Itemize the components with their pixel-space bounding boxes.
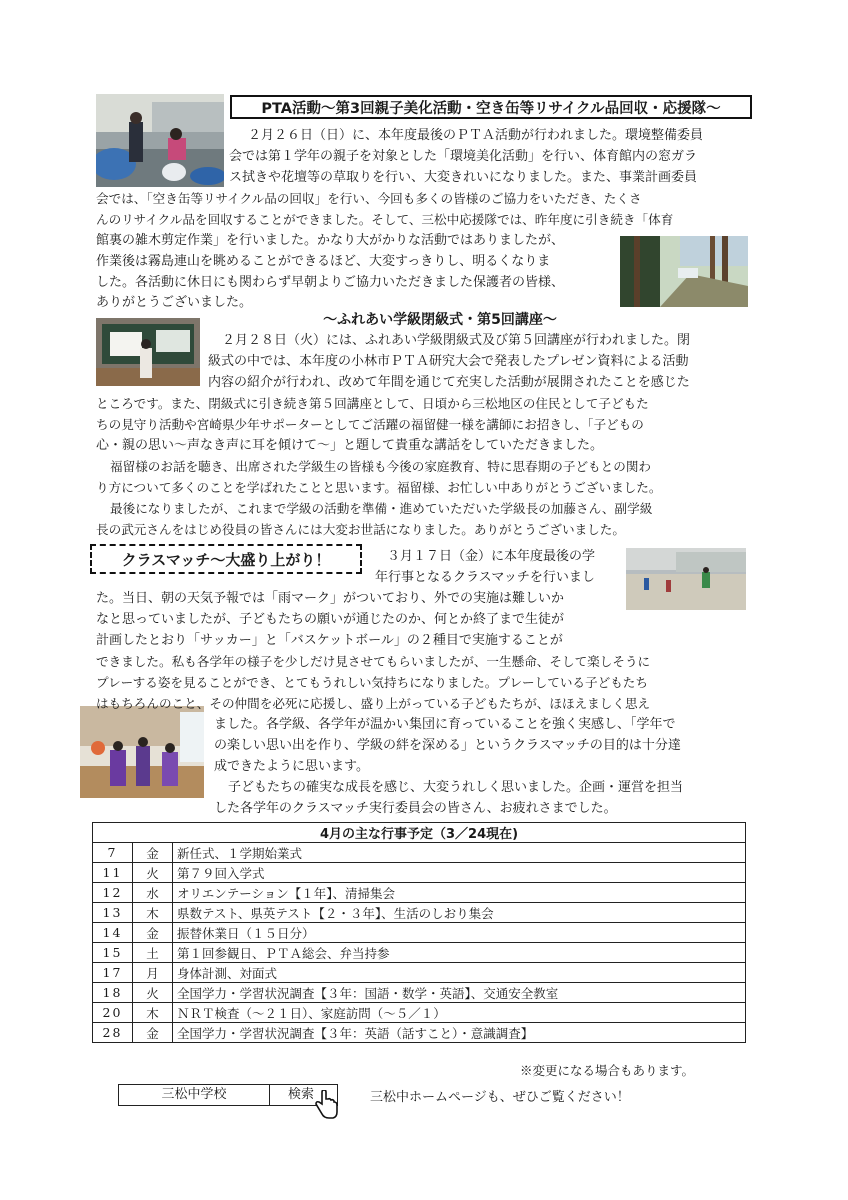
schedule-day: 11 <box>93 863 133 883</box>
classmatch-line: ました。各学級、各学年が温かい集団に育っていることを強く実感し、「学年で <box>214 717 676 732</box>
schedule-weekday: 金 <box>133 843 173 863</box>
table-row <box>93 843 746 863</box>
schedule-day: 18 <box>93 983 133 1003</box>
schedule-event: 振替休業日（１５日分） <box>173 923 746 943</box>
classmatch-line: できました。私も各学年の様子を少しだけ見させてもらいましたが、一生懸命、そして楽しそうに <box>96 654 651 669</box>
fureai-line: 最後になりましたが、これまで学級の活動を準備・進めていただいた学級長の加藤さん、副学級 <box>110 501 653 516</box>
pta-line: 館裏の雑木剪定作業」を行いました。かなり大がかりな活動ではありましたが、 <box>96 233 565 248</box>
schedule-weekday: 月 <box>133 963 173 983</box>
table-row <box>93 1023 746 1043</box>
pta-line: ス拭きや花壇等の草取りを行い、大変きれいになりました。また、事業計画委員 <box>229 170 698 185</box>
schedule-event: 第１回参観日、ＰＴＡ総会、弁当持参 <box>173 943 746 963</box>
fureai-line: ２月２８日（火）には、ふれあい学級閉級式及び第５回講座が行われました。閉 <box>222 333 691 348</box>
schedule-event: 全国学力・学習状況調査【３年：国語・数学・英語】、交通安全教室 <box>173 983 746 1003</box>
classmatch-line: ３月１７日（金）に本年度最後の学 <box>387 549 596 564</box>
schedule-event: 全国学力・学習状況調査【３年：英語（話すこと）・意識調査】 <box>173 1023 746 1043</box>
table-row <box>93 903 746 923</box>
fureai-line: り方について多くのことを学ばれたことと思います。福留様、お忙しい中ありがとうございました。 <box>96 480 662 495</box>
fureai-line: 福留様のお話を聴き、出席された学級生の皆様も今後の家庭教育、特に思春期の子どもとの関わ <box>110 459 652 474</box>
schedule-weekday: 金 <box>133 1023 173 1043</box>
schedule-day: 7 <box>93 843 133 863</box>
photo-pta-cleanup <box>96 94 224 187</box>
classmatch-line: た。当日、朝の天気予報では「雨マーク」がついており、外での実施は難しいか <box>96 591 565 606</box>
photo-fureai-lecture <box>96 318 200 386</box>
table-row <box>93 983 746 1003</box>
schedule-day: 13 <box>93 903 133 923</box>
classmatch-line: 子どもたちの確実な成長を感じ、大変うれしく思いました。企画・運営を担当 <box>228 780 684 795</box>
classmatch-line: はもちろんのこと、その仲間を必死に応援し、盛り上がっている子どもたちが、ほほえましく思え <box>96 696 651 711</box>
schedule-weekday: 火 <box>133 863 173 883</box>
schedule-header-row <box>93 823 746 843</box>
schedule-day: 28 <box>93 1023 133 1043</box>
school-name-field: 三松中学校 <box>119 1085 270 1105</box>
schedule-weekday: 金 <box>133 923 173 943</box>
classmatch-line: した各学年のクラスマッチ実行委員会の皆さん、お疲れさまでした。 <box>214 801 617 816</box>
school-search-box[interactable] <box>118 1084 338 1106</box>
pta-line: 会では、「空き缶等リサイクル品の回収」を行い、今回も多くの皆様のご協力をいただき、たくさ <box>96 191 642 206</box>
search-button[interactable]: 検索 <box>287 1087 314 1102</box>
schedule-weekday: 水 <box>133 883 173 903</box>
fureai-line: 内容の紹介が行われ、改めて年間を通じて充実した活動が展開されたことを感じた <box>208 375 690 390</box>
schedule-day: 20 <box>93 1003 133 1023</box>
pta-section-title: PTA活動～第3回親子美化活動・空き缶等リサイクル品回収・応援隊～ <box>230 95 752 119</box>
april-schedule-table <box>92 822 746 1043</box>
classmatch-line: 成できたように思います。 <box>214 759 369 774</box>
classmatch-line: 計画したとおり「サッカー」と「バスケットボール」の２種目で実施することが <box>96 633 563 648</box>
table-row <box>93 1003 746 1023</box>
table-row <box>93 943 746 963</box>
pta-line: した。各活動に休日にも関わらず早朝よりご協力いただきました保護者の皆様、 <box>96 275 565 290</box>
schedule-event: オリエンテーション【１年】、清掃集会 <box>173 883 746 903</box>
schedule-day: 17 <box>93 963 133 983</box>
photo-basketball <box>80 706 204 798</box>
classmatch-line: プレーする姿を見ることができ、とてもうれしい気持ちになりました。プレーしている子どもたち <box>96 675 648 690</box>
schedule-event: ＮＲＴ検査（～２１日）、家庭訪問（～５／１） <box>173 1003 746 1023</box>
classmatch-line: なと思っていましたが、子どもたちの願いが通じたのか、何とか終了まで生徒が <box>96 612 565 627</box>
fureai-line: 心・親の思い～声なき声に耳を傾けて～」と題して貴重な講話をしていただきました。 <box>96 438 604 453</box>
schedule-title: 4月の主な行事予定（3／24現在) <box>93 823 746 843</box>
schedule-event: 身体計測、対面式 <box>173 963 746 983</box>
photo-soccer <box>626 548 746 610</box>
schedule-event: 新任式、１学期始業式 <box>173 843 746 863</box>
schedule-day: 15 <box>93 943 133 963</box>
classmatch-section-title: クラスマッチ～大盛り上がり！ <box>90 544 362 574</box>
schedule-note: ※変更になる場合もあります。 <box>520 1063 695 1078</box>
schedule-weekday: 木 <box>133 1003 173 1023</box>
schedule-event: 県数テスト、県英テスト【２・３年】、生活のしおり集会 <box>173 903 746 923</box>
fureai-line: ところです。また、閉級式に引き続き第５回講座として、日頃から三松地区の住民として子どもた <box>96 396 649 411</box>
schedule-weekday: 木 <box>133 903 173 923</box>
pta-line: ２月２６日（日）に、本年度最後のＰＴＡ活動が行われました。環境整備委員 <box>248 128 704 143</box>
pta-line: ありがとうございました。 <box>96 295 253 310</box>
classmatch-line: の楽しい思い出を作り、学級の絆を深める」というクラスマッチの目的は十分達 <box>214 738 681 753</box>
pta-line: 作業後は霧島連山を眺めることができるほど、大変すっきりし、明るくなりま <box>96 254 551 269</box>
pta-line: んのリサイクル品を回収することができました。そして、三松中応援隊では、昨年度に引き続き「体育 <box>96 212 674 227</box>
schedule-weekday: 土 <box>133 943 173 963</box>
fureai-line: 長の武元さんをはじめ役員の皆さんには大変お世話になりました。ありがとうございました。 <box>96 522 625 537</box>
photo-tree-cutting <box>620 236 748 307</box>
schedule-event: 第７９回入学式 <box>173 863 746 883</box>
schedule-day: 12 <box>93 883 133 903</box>
table-row <box>93 883 746 903</box>
hand-cursor-icon <box>312 1090 340 1120</box>
table-row <box>93 963 746 983</box>
fureai-section-title: ～ふれあい学級閉級式・第5回講座～ <box>323 312 557 328</box>
classmatch-line: 年行事となるクラスマッチを行いまし <box>375 570 595 585</box>
schedule-weekday: 火 <box>133 983 173 1003</box>
fureai-line: 級式の中では、本年度の小林市ＰＴＡ研究大会で発表したプレゼン資料による活動 <box>208 354 689 369</box>
table-row <box>93 923 746 943</box>
fureai-line: ちの見守り活動や宮崎県少年サポーターとしてご活躍の福留健一様を講師にお招きし、「子どもの <box>96 417 644 432</box>
homepage-notice: 三松中ホームページも、ぜひご覧ください！ <box>370 1090 630 1105</box>
table-row <box>93 863 746 883</box>
schedule-day: 14 <box>93 923 133 943</box>
pta-line: 会では第１学年の親子を対象とした「環境美化活動」を行い、体育館内の窓ガラ <box>229 149 698 164</box>
